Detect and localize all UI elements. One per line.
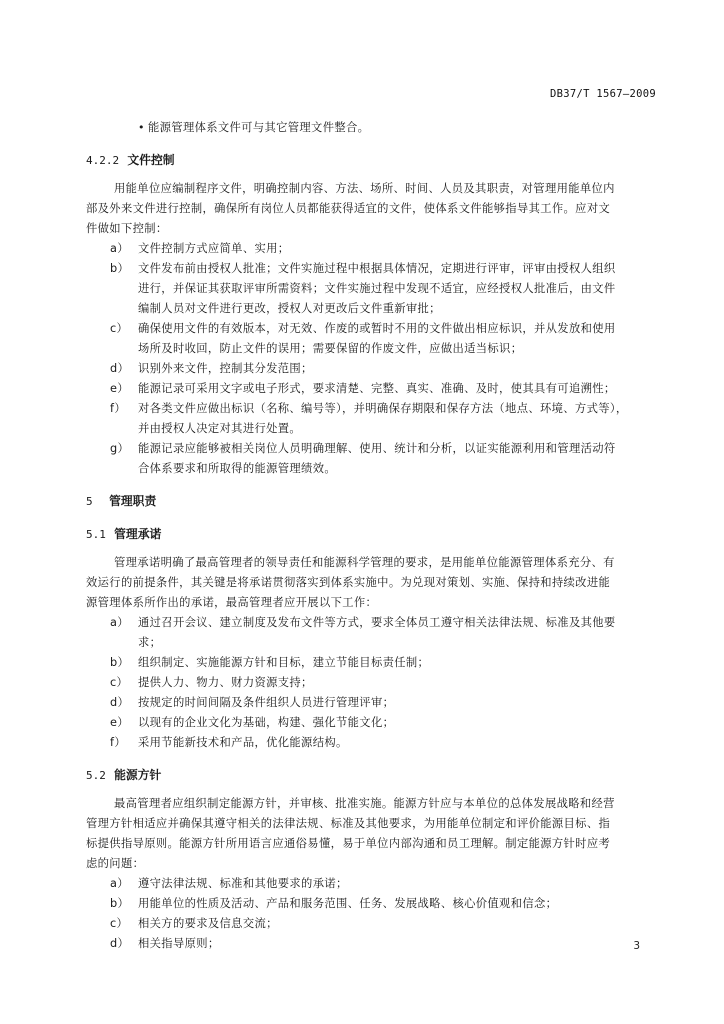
paragraph-line: 效运行的前提条件，其关键是将承诺贯彻落实到体系实施中。为兑现对策划、实施、保持和持续改进能 — [86, 576, 611, 589]
list-item — [86, 359, 660, 379]
list-item-text: 相关指导原则； — [138, 937, 220, 950]
list-item — [86, 894, 660, 914]
section-4-2-2-list — [86, 239, 660, 479]
bullet-item: • 能源管理体系文件可与其它管理文件整合。 — [86, 118, 660, 138]
list-item-text: 求； — [138, 636, 162, 649]
paragraph-line: 部及外来文件进行控制，确保所有岗位人员都能获得适宜的文件，使体系文件能够指导其工作。应对文 — [86, 202, 611, 215]
section-5-2-list — [86, 874, 660, 954]
list-item — [86, 379, 660, 399]
list-item — [86, 673, 660, 693]
list-item — [86, 239, 660, 259]
list-item-text: 文件控制方式应简单、实用； — [138, 242, 290, 255]
paragraph-line: 管理方针相适应并确保其遵守相关的法律法规、标准及其他要求，为用能单位制定和评价能源目标、指 — [86, 817, 611, 830]
section-heading-5-2: 5.2 能源方针 — [86, 768, 162, 782]
paragraph-line: 标提供指导原则。能源方针所用语言应通俗易懂，易于单位内部沟通和员工理解。制定能源方针时应考 — [86, 837, 611, 850]
list-item — [86, 874, 660, 894]
list-item — [86, 733, 660, 753]
list-item — [86, 653, 660, 673]
section-5-1-intro — [86, 553, 660, 613]
list-item-text: 进行，并保证其获取评审所需资料；文件实施过程中发现不适宜，应经授权人批准后，由文件 — [138, 282, 616, 295]
list-item-label: f） — [110, 736, 126, 749]
list-item-text: 相关方的要求及信息交流； — [138, 917, 278, 930]
list-item-text: 场所及时收回，防止文件的误用；需要保留的作废文件，应做出适当标识； — [138, 342, 523, 355]
list-item — [86, 439, 660, 479]
list-item-text: 采用节能新技术和产品，优化能源结构。 — [138, 736, 348, 749]
list-item-text: 组织制定、实施能源方针和目标，建立节能目标责任制； — [138, 656, 430, 669]
list-item-label: a） — [110, 616, 129, 629]
list-item-label: b） — [110, 262, 130, 275]
list-item-label: c） — [110, 676, 129, 689]
list-item-text: 通过召开会议、建立制度及发布文件等方式，要求全体员工遵守相关法律法规、标准及其他要 — [138, 616, 616, 629]
section-5-2-intro — [86, 794, 660, 874]
list-item-text: 能源记录应能够被相关岗位人员明确理解、使用、统计和分析，以证实能源利用和管理活动符 — [138, 442, 616, 455]
paragraph-line: 虑的问题： — [86, 857, 145, 870]
paragraph-line: 源管理体系所作出的承诺，最高管理者应开展以下工作： — [86, 596, 378, 609]
list-item-text: 并由授权人决定对其进行处置。 — [138, 422, 302, 435]
list-item-text: 以现有的企业文化为基础，构建、强化节能文化； — [138, 716, 395, 729]
list-item-text: 对各类文件应做出标识（名称、编号等），并明确保存期限和保存方法（地点、环境、方式等）， — [138, 402, 628, 415]
list-item — [86, 319, 660, 359]
list-item-text: 合体系要求和所取得的能源管理绩效。 — [138, 462, 336, 475]
list-item-text: 文件发布前由授权人批准；文件实施过程中根据具体情况，定期进行评审，评审由授权人组织 — [138, 262, 616, 275]
list-item-label: a） — [110, 877, 129, 890]
list-item-text: 能源记录可采用文字或电子形式，要求清楚、完整、真实、准确、及时，使其具有可追溯性； — [138, 382, 616, 395]
section-heading-5-1: 5.1 管理承诺 — [86, 527, 162, 541]
bullet-icon: • — [138, 121, 145, 134]
list-item-label: d） — [110, 362, 130, 375]
list-item-text: 确保使用文件的有效版本，对无效、作废的或暂时不用的文件做出相应标识，并从发放和使用 — [138, 322, 616, 335]
list-item — [86, 693, 660, 713]
section-heading-4-2-2: 4.2.2 文件控制 — [86, 153, 175, 167]
paragraph-line: 管理承诺明确了最高管理者的领导责任和能源科学管理的要求，是用能单位能源管理体系充分、有 — [114, 556, 615, 569]
list-item — [86, 934, 660, 954]
list-item-label: b） — [110, 656, 130, 669]
list-item — [86, 399, 660, 439]
list-item-text: 提供人力、物力、财力资源支持； — [138, 676, 313, 689]
paragraph-line: 件做如下控制： — [86, 222, 168, 235]
list-item-label: c） — [110, 917, 129, 930]
list-item-label: d） — [110, 937, 130, 950]
list-item-label: a） — [110, 242, 129, 255]
list-item-text: 编制人员对文件进行更改，授权人对更改后文件重新审批； — [138, 302, 441, 315]
list-item-text: 按规定的时间间隔及条件组织人员进行管理评审； — [138, 696, 395, 709]
list-item-label: e） — [110, 382, 129, 395]
document-body — [86, 118, 660, 954]
section-heading-5: 5 管理职责 — [86, 494, 157, 508]
list-item-text: 识别外来文件，控制其分发范围； — [138, 362, 313, 375]
section-5-1-list — [86, 613, 660, 753]
list-item-label: d） — [110, 696, 130, 709]
paragraph-line: 最高管理者应组织制定能源方针，并审核、批准实施。能源方针应与本单位的总体发展战略和经营 — [114, 797, 615, 810]
list-item — [86, 914, 660, 934]
list-item-label: c） — [110, 322, 129, 335]
list-item — [86, 259, 660, 319]
list-item — [86, 713, 660, 733]
page-number: 3 — [633, 940, 640, 952]
standard-code: DB37/T 1567—2009 — [550, 88, 656, 100]
list-item-text: 遵守法律法规、标准和其他要求的承诺； — [138, 877, 348, 890]
paragraph-line: 用能单位应编制程序文件，明确控制内容、方法、场所、时间、人员及其职责，对管理用能单位内 — [114, 182, 615, 195]
list-item-text: 用能单位的性质及活动、产品和服务范围、任务、发展战略、核心价值观和信念； — [138, 897, 558, 910]
list-item-label: b） — [110, 897, 130, 910]
list-item-label: e） — [110, 716, 129, 729]
list-item — [86, 613, 660, 653]
list-item-label: g） — [110, 442, 130, 455]
section-4-2-2-intro — [86, 179, 660, 239]
list-item-label: f） — [110, 402, 126, 415]
